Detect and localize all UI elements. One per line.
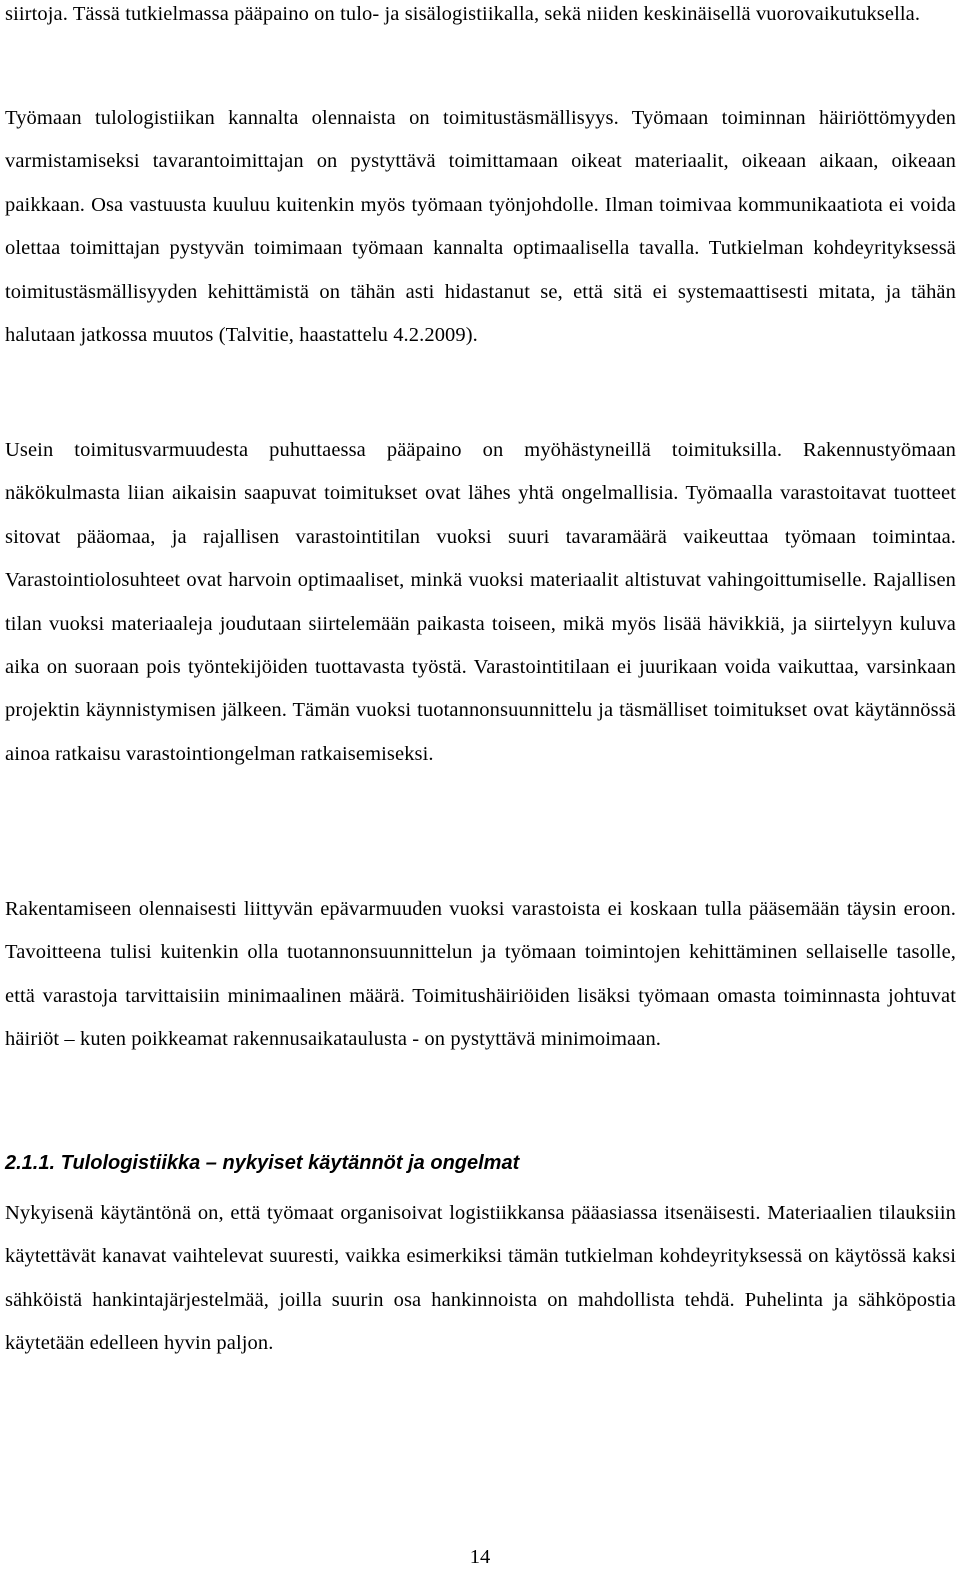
page-number: 14 (469, 1546, 491, 1568)
paragraph-early-deliveries: Usein toimitusvarmuudesta puhuttaessa pääpaino on myöhästyneillä toimituksilla. Rakennustyömaan näkökulmasta liian aikaisin saapuvat toimitukset ovat lähes yhtä ongelmallisia. Työmaalla varastoitavat tuotteet sitovat pääomaa, ja rajallisen varastointitilan vuoksi suuri tavaramäärä vaikeuttaa työmaan toimintaa. Varastointiolosuhteet ovat harvoin optimaaliset, minkä vuoksi materiaalit altistuvat vahingoittumiselle. Rajallisen tilan vuoksi materiaaleja joudutaan siirtelemään paikasta toiseen, mikä myös lisää hävikkiä, ja siirtelyyn kuluva aika on suoraan pois työntekijöiden tuottavasta työstä. Varastointitilaan ei juurikaan voida vaikuttaa, varsinkaan projektin käynnistymisen jälkeen. Tämän vuoksi tuotannonsuunnittelu ja täsmälliset toimitukset ovat käytännössä ainoa ratkaisu varastointiongelman ratkaisemiseksi. (5, 439, 956, 765)
paragraph-intro-continuation: siirtoja. Tässä tutkielmassa pääpaino on tulo- ja sisälogistiikalla, sekä niiden keskinäisellä vuorovaikutuksella. (5, 3, 921, 25)
paragraph-uncertainty: Rakentamiseen olennaisesti liittyvän epävarmuuden vuoksi varastoista ei koskaan tulla pääsemään täysin eroon. Tavoitteena tulisi kuitenkin olla tuotannonsuunnittelun ja työmaan toimintojen kehittäminen sellaiselle tasolle, että varastoja tarvittaisiin minimaalinen määrä. Toimitushäiriöiden lisäksi työmaan omasta toiminnasta johtuvat häiriöt – kuten poikkeamat rakennusaikataulusta - on pystyttävä minimoimaan. (5, 898, 956, 1051)
section-heading: 2.1.1. Tulologistiikka – nykyiset käytännöt ja ongelmat (5, 1152, 520, 1174)
paragraph-current-practices: Nykyisenä käytäntönä on, että työmaat organisoivat logistiikkansa pääasiassa itsenäisesti. Materiaalien tilauksiin käytettävät kanavat vaihtelevat suuresti, vaikka esimerkiksi tämän tutkielman kohdeyrityksessä on käytössä kaksi sähköistä hankintajärjestelmää, joilla suurin osa hankinnoista on mahdollista tehdä. Puhelinta ja sähköpostia käytetään edelleen hyvin paljon. (5, 1202, 956, 1355)
paragraph-delivery-accuracy: Työmaan tulologistiikan kannalta olennaista on toimitustäsmällisyys. Työmaan toiminnan häiriöttömyyden varmistamiseksi tavarantoimittajan on pystyttävä toimittamaan oikeat materiaalit, oikeaan aikaan, oikeaan paikkaan. Osa vastuusta kuuluu kuitenkin myös työmaan työnjohdolle. Ilman toimivaa kommunikaatiota ei voida olettaa toimittajan pystyvän toimimaan työmaan kannalta optimaalisella tavalla. Tutkielman kohdeyrityksessä toimitustäsmällisyyden kehittämistä on tähän asti hidastanut se, että sitä ei systemaattisesti mitata, ja tähän halutaan jatkossa muutos (Talvitie, haastattelu 4.2.2009). (5, 107, 956, 347)
